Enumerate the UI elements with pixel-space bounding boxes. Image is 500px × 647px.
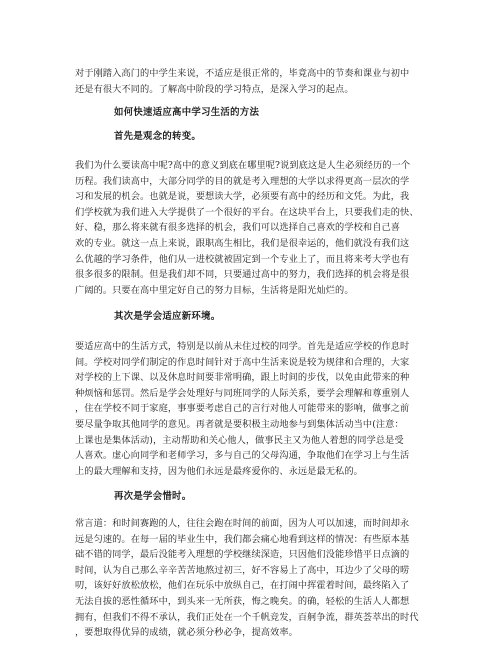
text-line: 时间，认为自己那么辛辛苦苦地熬过初三，好不容易上了高中，耳边少了父母的唠 bbox=[75, 564, 410, 576]
text-line: 么优越的学习条件，他们从一进校就被固定到一个专业上了，而且将来考大学也有 bbox=[75, 253, 410, 265]
text-line: 习和发展的机会。也就是说，要想读大学，必须要有高中的经历和文凭。为此，我 bbox=[75, 191, 410, 203]
text-line: 拥有，但我们不得不承认，我们正处在一个千帆竞发，百舸争流，群英荟萃出的时代 bbox=[75, 611, 419, 623]
text-line: 好、稳，那么将来就有很多选择的机会，我们可以选择自己喜欢的学校和自己喜 bbox=[75, 222, 401, 234]
text-line: 对于刚踏入高门的中学生来说，不适应是很正常的，毕竟高中的节奏和课业与初中 bbox=[75, 68, 410, 79]
text-line: ，要想取得优异的成绩，就必须分秒必争，提高效率。 bbox=[75, 627, 298, 639]
text-line: 历程。我们读高中，大部分同学的目的就是考入理想的大学以求得更高一层次的学 bbox=[75, 175, 410, 187]
text-line: 我们为什么要读高中呢?高中的意义到底在哪里呢?说到底这是人生必须经历的一个 bbox=[75, 160, 411, 171]
text-line: 欢的专业。就这一点上来说，跟职高生相比，我们是很幸运的，他们就没有我们这 bbox=[75, 237, 410, 249]
point1-paragraph bbox=[75, 158, 427, 298]
intro-paragraph bbox=[75, 66, 427, 97]
text-line: ，住在学校不同于家庭，事事要考虑自己的言行对他人可能带来的影响，做事之前 bbox=[75, 403, 410, 415]
text-line: 上的最大理解和支持，因为他们永远是最疼爱你的、永远是最无私的。 bbox=[75, 465, 363, 477]
point2-paragraph bbox=[75, 339, 427, 479]
point3-title: 再次是学会惜时。 bbox=[114, 491, 192, 502]
text-line: 间。学校对同学们制定的作息时间针对于高中生活来说是较为规律和合理的，大家 bbox=[75, 356, 410, 368]
section-title: 如何快速适应高中学习生活的方法 bbox=[114, 107, 260, 118]
text-line: 无法自拔的恶性循环中，到头来一无所获，悔之晚矣。的确，轻松的生活人人都想 bbox=[75, 595, 410, 607]
point3-paragraph bbox=[75, 516, 427, 641]
text-line: 种烦恼和惩罚。然后是学会处理好与同班同学的人际关系，要学会理解和尊重别人 bbox=[75, 387, 410, 399]
text-line: 们学校就为我们进入大学提供了一个很好的平台。在这块平台上，只要我们走的快、 bbox=[75, 206, 419, 218]
text-line: 对学校的上下课、以及休息时间要非常明确，跟上时间的步伐，以免由此带来的种 bbox=[75, 372, 410, 384]
text-line: 上课也是集体活动)，主动帮助和关心他人，做事民主又为他人着想的同学总是受 bbox=[75, 434, 404, 446]
text-line: 常言道：和时间赛跑的人，往往会跑在时间的前面，因为人可以加速，而时间却永 bbox=[75, 518, 410, 529]
text-line: 要适应高中的生活方式，特别是以前从未住过校的同学。首先是适应学校的作息时 bbox=[75, 341, 410, 352]
text-line: 很多很多的限制。但是我们却不同，只要通过高中的努力，我们选择的机会将是很 bbox=[75, 269, 410, 281]
point1-title: 首先是观念的转变。 bbox=[114, 131, 202, 142]
text-line: 要尽量争取其他同学的意见。再者就是要积极主动地参与到集体活动当中(注意： bbox=[75, 418, 404, 430]
text-line: 远是匀速的。在每一届的毕业生中，我们都会痛心地看到这样的情况：有些原本基 bbox=[75, 533, 410, 545]
text-line: 础不错的同学，最后没能考入理想的学校继续深造，只因他们没能珍惜平日点滴的 bbox=[75, 549, 410, 561]
text-line: 叨，该好好放松放松，他们在玩乐中放纵自己，在打闹中挥霍着时间，最终陷入了 bbox=[75, 580, 410, 592]
text-line: 人喜欢。虚心向同学和老师学习，多与自己的父母沟通，争取他们在学习上与生活 bbox=[75, 450, 410, 462]
point2-title: 其次是学会适应新环境。 bbox=[114, 311, 221, 322]
text-line: 还是有很大不同的。了解高中阶段的学习特点，是深入学习的起点。 bbox=[75, 83, 354, 95]
text-line: 广阔的。只要在高中里定好自己的努力目标，生活将是阳光灿烂的。 bbox=[75, 284, 354, 296]
